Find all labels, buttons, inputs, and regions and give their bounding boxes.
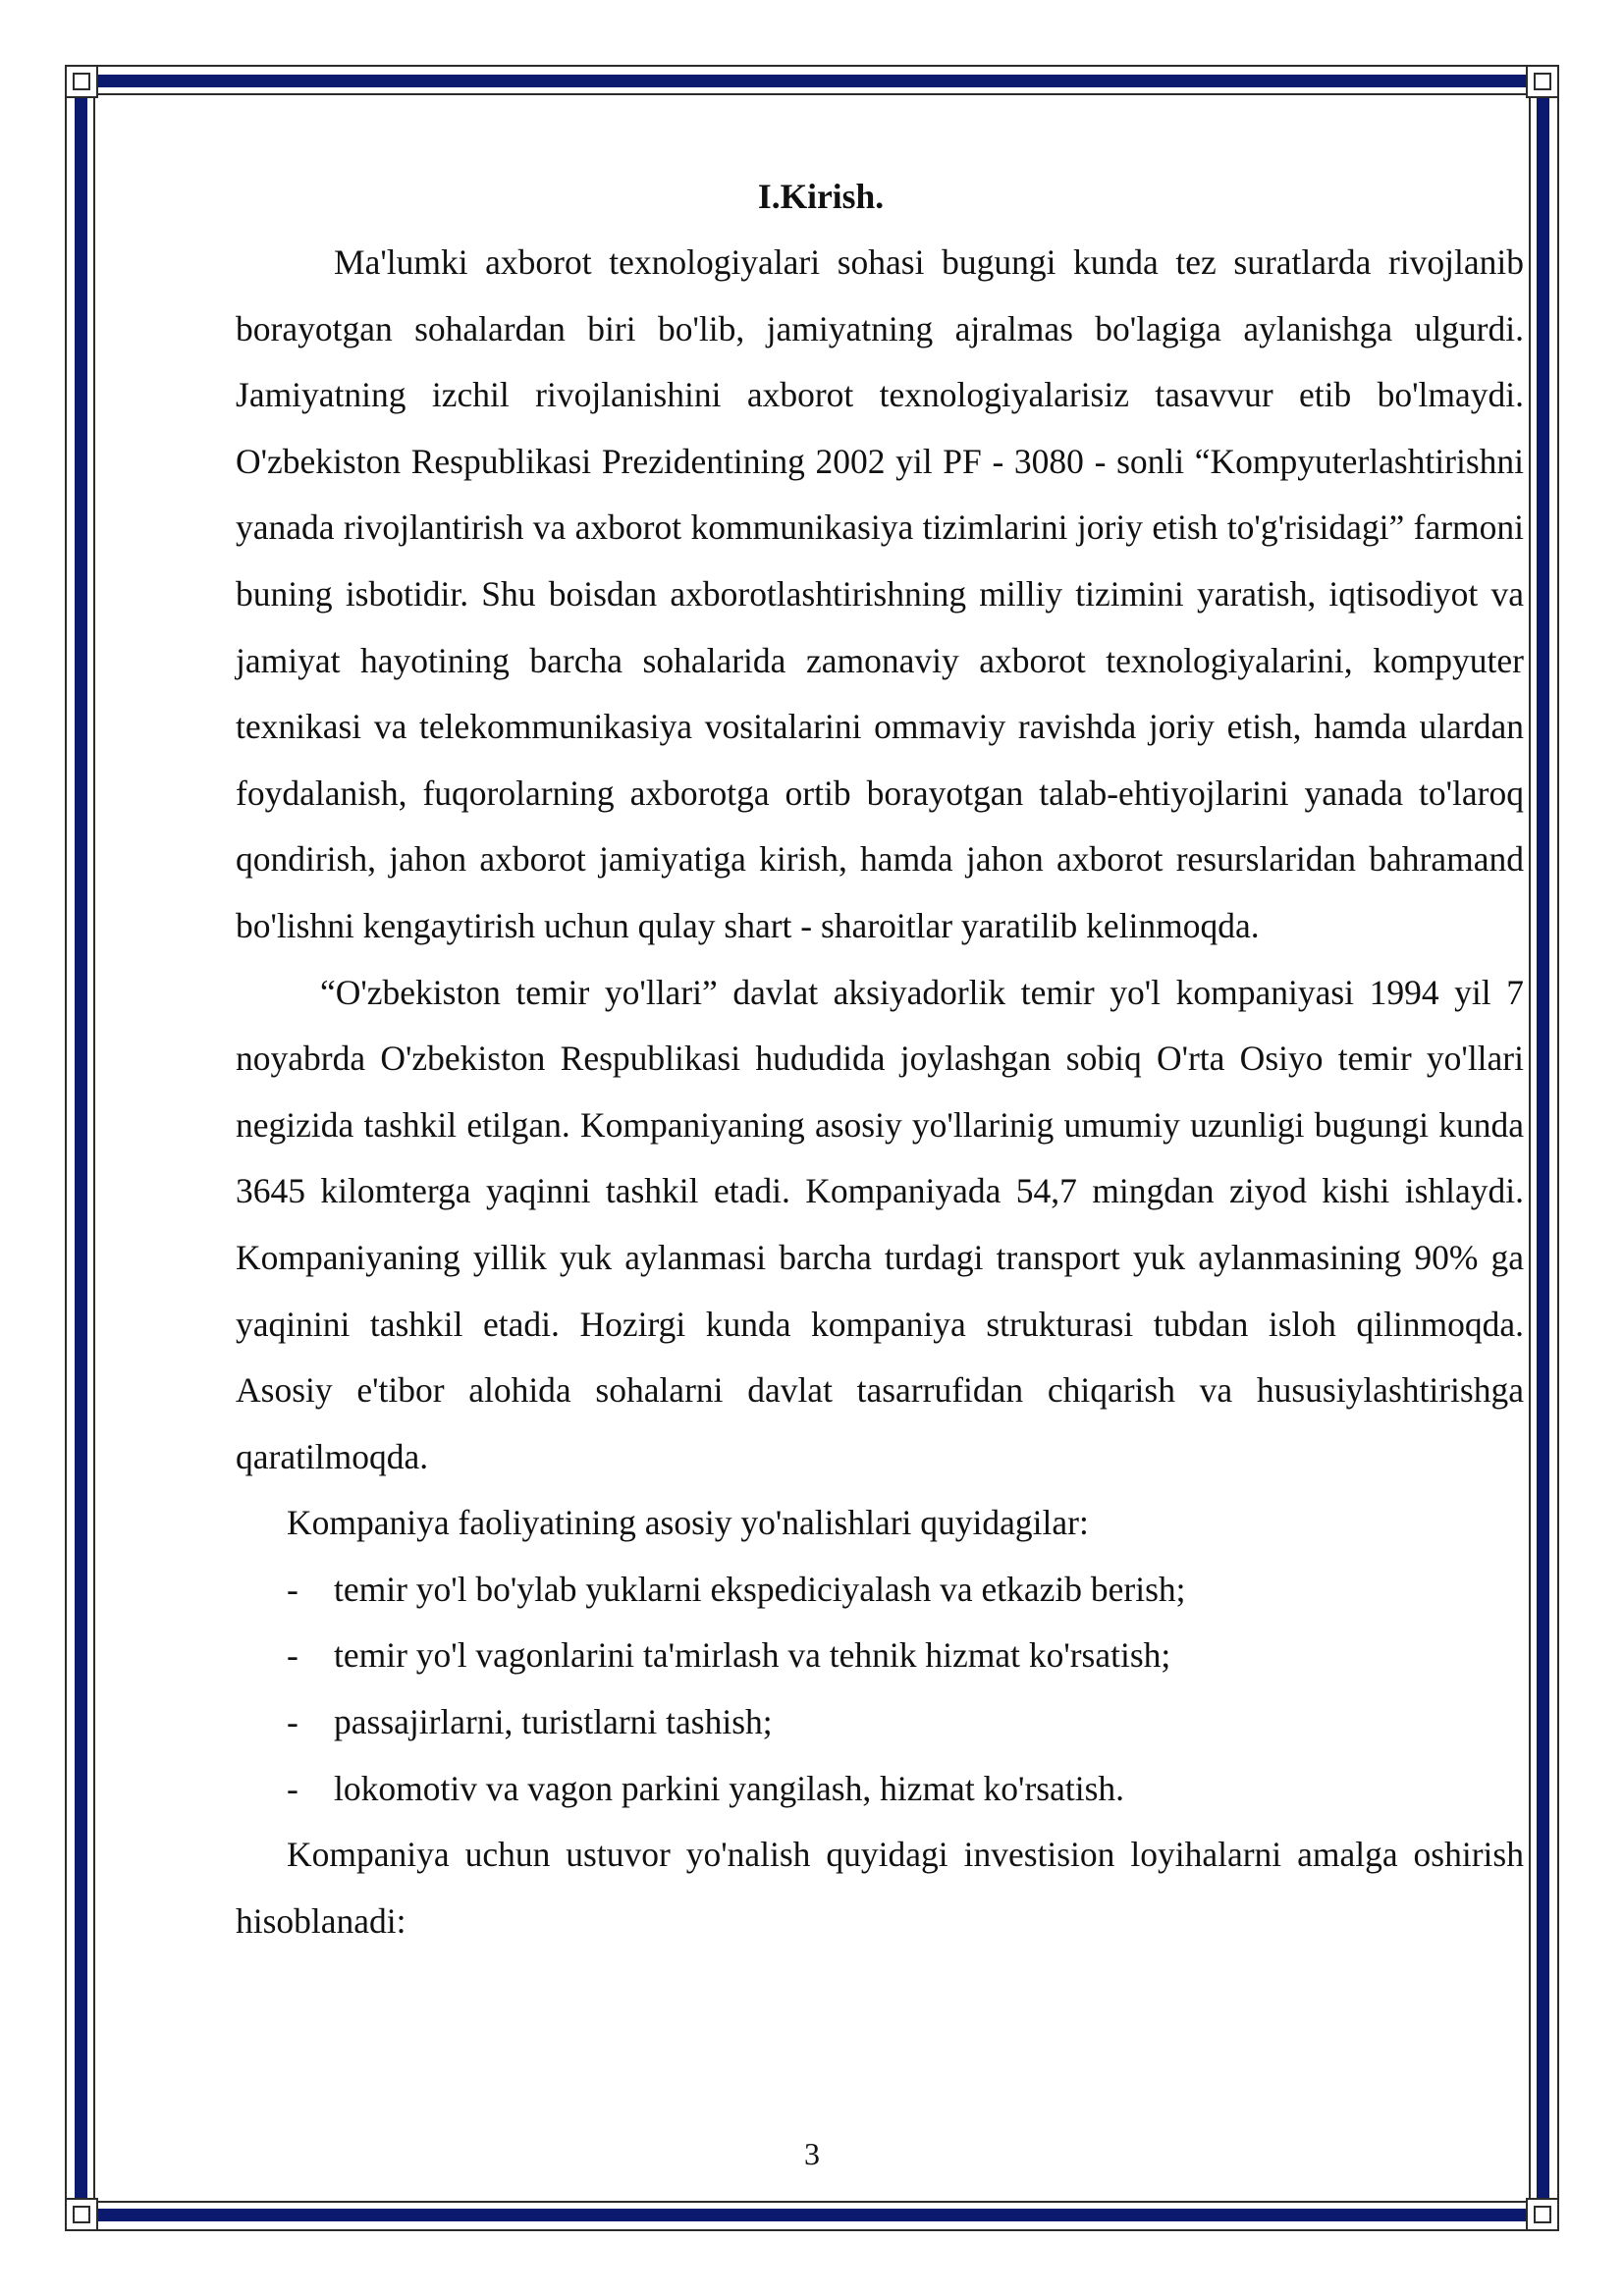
paragraph-intro: Ma'lumki axborot texnologiyalari sohasi bugungi kunda tez suratlarda rivojlanib borayotgan sohalardan biri bo'lib, jamiyatning ajralmas bo'lagiga aylanishga ulgurdi. Jamiyatning izchil rivojlanishini axborot texnologiyalarisiz tasavvur etib bo'lmaydi. O'zbekiston Respublikasi Prezidentining 2002 yil PF - 3080 - sonli “Kompyuterlashtirishni yanada rivojlantirish va axborot kommunikasiya tizimlarini joriy etish to'g'risidagi” farmoni buning isbotidir. Shu boisdan axborotlashtirishning milliy tizimini yaratish, iqtisodiyot va jamiyat hayotining barcha sohalarida zamonaviy axborot texnologiyalarini, kompyuter texnikasi va telekommunikasiya vositalarini ommaviy ravishda joriy etish, hamda ulardan foydalanish, fuqorolarning axborotga ortib borayotgan talab-ehtiyojlarini yanada to'laroq qondirish, jahon axborot jamiyatiga kirish, hamda jahon axborot resurslaridan bahramand bo'lishni kengaytirish uchun qulay shart - sharoitlar yaratilib kelinmoqda. <box>236 242 1524 945</box>
frame-corner-ornament <box>1526 65 1559 98</box>
list-item: - passajirlarni, turistlarni tashish; <box>287 1689 1524 1756</box>
list-item: - temir yo'l vagonlarini ta'mirlash va tehnik hizmat ko'rsatish; <box>287 1623 1524 1689</box>
page-number: 3 <box>804 2136 820 2171</box>
frame-corner-ornament <box>65 2198 98 2231</box>
list-item: - lokomotiv va vagon parkini yangilash, hizmat ko'rsatish. <box>287 1756 1524 1823</box>
paragraph-priority: Kompaniya uchun ustuvor yo'nalish quyidagi investision loyihalarni amalga oshirish hisoblanadi: <box>236 1835 1524 1941</box>
frame-corner-ornament <box>1526 2198 1559 2231</box>
list-dash: - <box>287 1768 298 1808</box>
activities-list <box>236 1557 1524 1822</box>
paragraph-company: “O'zbekiston temir yo'llari” davlat aksiyadorlik temir yo'l kompaniyasi 1994 yil 7 noyabrda O'zbekiston Respublikasi hududida joylashgan sobiq O'rta Osiyo temir yo'llari negizida tashkil etilgan. Kompaniyaning asosiy yo'llarinig umumiy uzunligi bugungi kunda 3645 kilomterga yaqinni tashkil etadi. Kompaniyada 54,7 mingdan ziyod kishi ishlaydi. Kompaniyaning yillik yuk aylanmasi barcha turdagi transport yuk aylanmasining 90% ga yaqinini tashkil etadi. Hozirgi kunda kompaniya strukturasi tubdan isloh qilinmoqda. Asosiy e'tibor alohida sohalarni davlat tasarrufidan chiqarish va hususiylashtirishga qaratilmoqda. <box>236 972 1524 1476</box>
frame-corner-ornament <box>65 65 98 98</box>
list-dash: - <box>287 1569 298 1609</box>
document-body <box>236 165 1524 1954</box>
list-dash: - <box>287 1702 298 1742</box>
paragraph-activities-intro: Kompaniya faoliyatining asosiy yo'nalishlari quyidagilar: <box>287 1503 1089 1543</box>
list-dash: - <box>287 1635 298 1676</box>
list-item: - temir yo'l bo'ylab yuklarni ekspediciyalash va etkazib berish; <box>287 1557 1524 1624</box>
section-heading: I.Kirish. <box>757 177 885 216</box>
